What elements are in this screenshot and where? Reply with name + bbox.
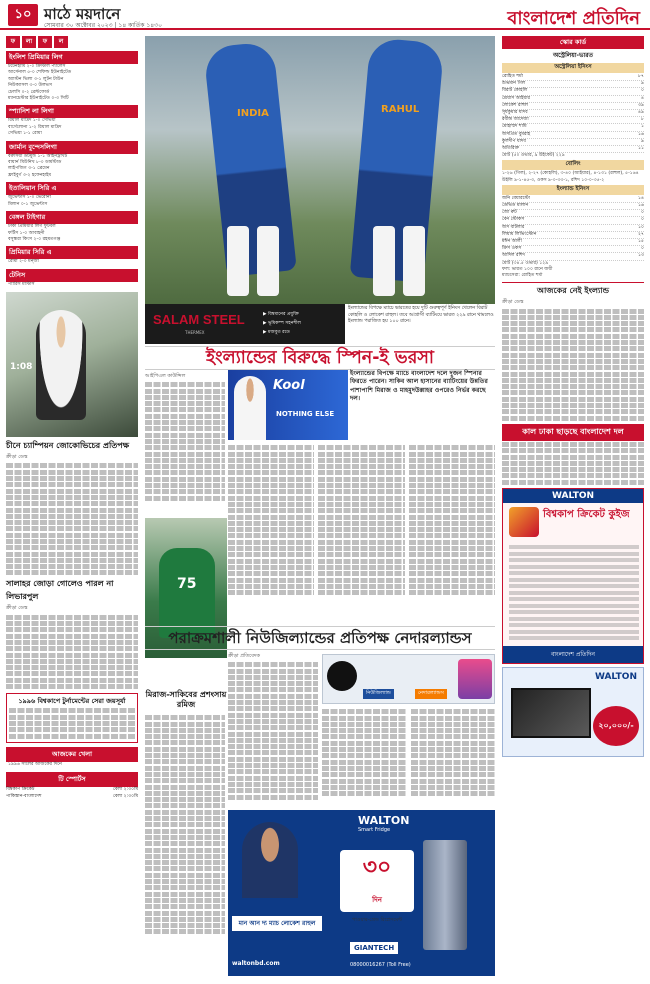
shirt-number: 75 xyxy=(177,576,197,592)
jayasuriya-headline[interactable]: ১৯৯৬ বিশ্বকাপে টুর্নামেন্টের সেরা জয়সূর্যা xyxy=(18,697,126,706)
tv-show: বিশ্বকাপ ক্রিকেট xyxy=(6,787,35,793)
salam-feature: ▶ মজবুত রডে xyxy=(263,330,290,335)
leg-pad xyxy=(227,226,249,296)
batsman-rahul xyxy=(350,37,445,283)
nz-headline[interactable]: পরাক্রমশালী নিউজিল্যান্ডের প্রতিপক্ষ নেদারল্যান্ডস xyxy=(145,626,495,650)
days-number: ৩০ xyxy=(362,855,392,880)
team-tag-ned: নেদারল্যান্ডস xyxy=(415,689,447,699)
masthead xyxy=(0,0,650,30)
result-league-title[interactable]: বেঙ্গল টাইগার xyxy=(6,211,138,224)
batting-row xyxy=(502,132,644,139)
batter-name: আদিল রশিদ xyxy=(502,253,525,259)
replacement-badge xyxy=(340,850,414,923)
result-league-title[interactable]: প্রিমিয়ার সিরি এ xyxy=(6,246,138,259)
result-league-title[interactable]: ইতালিয়ান সিরি এ xyxy=(6,182,138,195)
result-line: বসুন্ধরা কিংস ২-০ রহমতগঞ্জ xyxy=(8,236,61,242)
byline: ক্রীড়া প্রতিবেদক xyxy=(228,653,261,659)
result-block xyxy=(6,141,138,180)
result-line: ফর্টিস ১-০ আবাহনী xyxy=(8,230,45,236)
hotline: 08000016267 (Toll Free) xyxy=(350,962,411,968)
man-of-match-label: মান আন দ্য ম্যাচ লোকেশ রাহুল xyxy=(232,916,322,931)
results-header-char: ফ xyxy=(6,36,20,48)
result-line: সেভিয়া ১-১ রোমা xyxy=(8,131,42,137)
page-number: ১০ xyxy=(8,4,38,26)
batter-runs: ৪ xyxy=(641,95,644,101)
jayasuriya-box xyxy=(6,693,138,743)
batter-name: রোহিত শর্মা xyxy=(502,74,523,79)
jersey-text: INDIA xyxy=(237,108,269,119)
cricket-bat-icon xyxy=(509,507,539,537)
nz-body-col xyxy=(228,652,318,801)
salam-feature: ▶ বিশ্বমানের প্রযুক্তি xyxy=(263,312,299,317)
batter-name: জসপ্রিত বুমরাহ xyxy=(502,131,531,137)
article-body-placeholder xyxy=(322,708,407,797)
lead-column-1 xyxy=(145,372,225,502)
scorecard-match: অস্ট্রেলিয়া-ভারত xyxy=(552,52,594,59)
tv-time: বেলা ২:৩০মি xyxy=(112,787,138,793)
walton-fridge-ad[interactable] xyxy=(228,810,495,976)
batter-name: বেন স্টোকস xyxy=(502,217,525,223)
batter-name: মঈন আলী xyxy=(502,239,522,245)
results-list xyxy=(6,51,138,288)
cricket-quiz-poster[interactable] xyxy=(502,488,644,664)
article-body-placeholder xyxy=(409,444,495,596)
result-line: টটেনহ্যাম ২-০ ক্রিস্টাল প্যালেস xyxy=(8,64,66,69)
walton-tv-ad[interactable] xyxy=(502,667,644,757)
djokovic-headline[interactable]: চীনে চ্যাম্পিয়ন জোকোভিচের প্রতিপক্ষ xyxy=(6,441,130,451)
thermex-label: THERMEX xyxy=(185,330,205,335)
byline: ক্রীড়া ডেস্ক xyxy=(502,299,524,306)
tv-show: পাকিস্তান-বাংলাদেশ xyxy=(6,793,42,799)
batting-table-2 xyxy=(502,196,644,261)
batter-runs: ০ xyxy=(641,246,644,252)
salam-feature-list xyxy=(263,310,301,337)
scoreboard-time: 1:08 xyxy=(10,362,33,373)
jersey-text: RAHUL xyxy=(381,104,420,115)
hero-photo xyxy=(145,36,495,304)
innings-title: ইংল্যান্ড ইনিংস xyxy=(502,185,644,195)
batter-runs: ১৫ xyxy=(638,239,644,245)
batter-runs: ১৬ xyxy=(638,203,644,209)
article-body-placeholder xyxy=(6,463,138,575)
byline: ক্রীড়া ডেস্ক xyxy=(6,605,28,612)
batting-row xyxy=(502,203,644,210)
result-line: ফ্রাইবুর্গ ৩-২ হফেনহাইম xyxy=(8,172,52,178)
kool-logo: Kool xyxy=(273,378,305,393)
lead-headline[interactable]: ইংল্যান্ডের বিরুদ্ধে স্পিন-ই ভরসা xyxy=(145,346,495,370)
result-league-title[interactable]: জার্মান বুন্দেসলিগা xyxy=(6,141,138,154)
salam-steel-ad[interactable] xyxy=(145,304,345,344)
walton-logo: WALTON xyxy=(358,814,410,827)
article-body-placeholder xyxy=(502,442,644,485)
batter-name: লোকেশ রাহুল xyxy=(502,102,529,108)
quiz-sponsor: WALTON xyxy=(503,489,643,503)
results-header-char: ল xyxy=(54,36,68,48)
batting-row xyxy=(502,232,644,239)
article-body-placeholder xyxy=(145,382,225,500)
lead-intro: ইংল্যান্ডের বিপক্ষে ম্যাচে বাংলাদেশ দলে দুজন স্পিনার ফিরতে পারেন। সাকিব আল হাসানের ব্যাটিংয়ের উন্নতির পাশাপাশি মিরাজ ও মাহমুদউল্লাহর ওপরেও নির্ভর করছে দল। xyxy=(350,370,488,403)
quiz-footer: বাংলাদেশ প্রতিদিন xyxy=(503,646,643,663)
result-line: ঢাকা প্রিমিয়ার লিগ ফুটবল xyxy=(8,224,56,230)
promo-text: পাওয়ার-গ্রেড রিপ্লেসমেন্ট xyxy=(351,917,403,923)
result-line: রোমা ২-০ মন্জা xyxy=(8,259,39,265)
giantech-label: GIANTECH xyxy=(350,942,398,954)
walton-product: Smart Fridge xyxy=(358,827,391,833)
leg-pad xyxy=(403,226,425,296)
section-name: মাঠে ময়দানে xyxy=(44,5,121,23)
batter-name: অতিরিক্ত xyxy=(502,146,520,152)
batter-runs: ০ xyxy=(641,210,644,216)
dateline: সোমবার ৩০ অক্টোবর ২০২৩ | ১৪ কার্তিক ১৪৩০ xyxy=(44,22,162,29)
nz-body-columns xyxy=(322,708,495,797)
salam-feature: ▶ ভূমিকম্প সহনশীল xyxy=(263,321,301,326)
television-icon xyxy=(511,688,591,738)
result-block xyxy=(6,182,138,208)
result-block xyxy=(6,105,138,137)
lead-body-columns xyxy=(228,444,495,596)
batter-name: জো রুট xyxy=(502,210,517,216)
batter-runs: ১ xyxy=(641,124,644,130)
batter-name: জনি বেয়ারস্টো xyxy=(502,195,530,201)
price-badge: ২০,০০০/- xyxy=(593,706,639,746)
article-body-placeholder xyxy=(318,444,404,596)
batting-row xyxy=(502,196,644,203)
batting-row xyxy=(502,88,644,95)
team-tag-nz: নিউজিল্যান্ড xyxy=(363,689,394,699)
batter-name: ক্রিস ওকস xyxy=(502,246,522,252)
bowling-line: উইলি ৯-১-৪৫-৩, ওকস ৯-০-৩৩-১, রশিদ ১০-০-৩৫-২ xyxy=(502,177,605,183)
batter-runs: ৯ xyxy=(641,81,644,87)
result-line: বরুসিয়া ডর্টমুন্ড ১-১ আইনট্রাখট xyxy=(8,153,68,159)
batting-row xyxy=(502,225,644,232)
article-body-placeholder xyxy=(6,615,138,689)
result-block xyxy=(6,211,138,243)
quiz-rules-placeholder xyxy=(509,543,639,643)
batting-row xyxy=(502,103,644,110)
result-block xyxy=(6,246,138,265)
result-block xyxy=(6,51,138,102)
batter-runs: ০ xyxy=(641,88,644,94)
bangladesh-team-bar[interactable]: কাল ঢাকা ছাড়ছে বাংলাদেশ দল xyxy=(502,424,644,441)
result-line: চেলসি ০-২ ব্রেন্টফোর্ড xyxy=(8,89,50,95)
bowling-title: বোলিং xyxy=(502,160,644,170)
player-figure xyxy=(36,310,86,420)
article-body-placeholder xyxy=(411,708,496,797)
batter-name: সূর্যকুমার যাদব xyxy=(502,110,528,116)
batting-table xyxy=(502,74,644,153)
batting-row xyxy=(502,96,644,103)
batter-runs: ৩৯ xyxy=(638,102,644,108)
kool-tagline: NOTHING ELSE xyxy=(276,410,335,418)
tv-time: বেলা ২:৩০মি xyxy=(112,793,138,799)
article-body-placeholder xyxy=(228,444,314,596)
player-shirt xyxy=(159,548,215,638)
batting-row xyxy=(502,239,644,246)
batter-runs: ৪৯ xyxy=(638,110,644,116)
batter-runs: ১৬ xyxy=(638,131,644,137)
newspaper-brand[interactable]: বাংলাদেশ প্রতিদিন xyxy=(507,8,640,29)
batter-name: লিয়াম লিভিংস্টোন xyxy=(502,231,537,237)
result-line: ম্যানচেস্টার ইউনাইটেড ০-৩ সিটি xyxy=(8,96,69,102)
result-league-title[interactable]: টেনিস xyxy=(6,269,138,282)
miraj-headline[interactable]: মিরাজ-সাকিবের প্রশংসায় রমিজ xyxy=(145,690,227,709)
batsman-kohli xyxy=(203,41,297,277)
result-line: মিলান ০-১ জুভেন্টাস xyxy=(8,201,48,207)
result-line: জুভেন্টাস ১-০ ভেরোনা xyxy=(8,195,51,201)
batter-runs: ৯ xyxy=(641,138,644,144)
right-column xyxy=(502,36,644,757)
nz-netherlands-graphic xyxy=(322,654,495,704)
results-header-char: ফ xyxy=(38,36,52,48)
tv-channel-bar: টি স্পোর্টস xyxy=(6,772,138,787)
batter-runs: ১১ xyxy=(638,146,644,152)
miraj-body xyxy=(145,714,225,936)
fridge-icon xyxy=(423,840,467,950)
batter-runs: ৮৭ xyxy=(638,74,644,79)
leg-pad xyxy=(257,226,279,296)
djokovic-photo xyxy=(6,292,138,437)
batter-name: বিরাট কোহলি xyxy=(502,88,528,94)
batter-name: কুলদীপ যাদব xyxy=(502,138,526,144)
byline: আইপিএল কাউন্সিল xyxy=(145,373,186,379)
batting-row xyxy=(502,253,644,260)
batter-runs: ১৪ xyxy=(638,195,644,201)
mojo-kool-ad[interactable] xyxy=(228,370,348,440)
ad-model xyxy=(234,376,266,440)
total-line: মোট (৫০ ওভার, ৯ উইকেট) ২২৯ xyxy=(502,153,565,159)
leg-pad xyxy=(373,226,395,296)
batter-name: ডেভিড মালান xyxy=(502,203,529,209)
walton-website-link[interactable]: waltonbd.com xyxy=(232,960,280,967)
ad-model-rahul xyxy=(242,822,298,898)
result-line: আর্সেনাল ৫-০ শেফিল্ড ইউনাইটেড xyxy=(8,70,72,76)
batter-name: শ্রেয়াস আইয়ার xyxy=(502,95,531,101)
result-block xyxy=(6,269,138,288)
article-body-placeholder xyxy=(502,309,644,421)
nz-fern-icon xyxy=(327,661,357,691)
innings-title: অস্ট্রেলিয়া ইনিংস xyxy=(502,63,644,73)
result-line: বার্সেলোনা ১-২ রিয়াল মাদ্রিদ xyxy=(8,124,62,130)
result-line: ফল: ভারত ১০০ রানে জয়ী xyxy=(502,266,553,272)
results-header-char: লা xyxy=(22,36,36,48)
scorecard-title: স্কোর কার্ড xyxy=(502,36,644,49)
results-header xyxy=(6,36,138,48)
salam-steel-logo: SALAM STEEL xyxy=(153,312,245,327)
result-line: রিয়াল মাদ্রিদ ১-০ সেভিয়া xyxy=(8,118,56,124)
batter-runs: ১০ xyxy=(638,224,644,230)
right-story-headline[interactable]: আজকের নেই ইংল্যান্ড xyxy=(502,282,644,298)
salah-headline[interactable]: সালাহর জোড়া গোলেও পারল না লিভারপুল xyxy=(6,579,114,602)
batter-name: রবীন্দ্র জাদেজা xyxy=(502,117,529,123)
byline: ক্রীড়া ডেস্ক xyxy=(6,454,28,461)
left-column xyxy=(6,36,138,976)
batter-runs: ২৭ xyxy=(638,231,644,237)
batting-row xyxy=(502,124,644,131)
batter-runs: ০ xyxy=(641,217,644,223)
hero-caption: ইংল্যান্ডের বিপক্ষে ম্যাচে ভারতের হয়ে দুটি গুরুত্বপূর্ণ ইনিংস খেলেন বিরাট কোহলি ও লোকেশ রাহুল। তবে আগ্রাসী ব্যাটিংয়ে ভারত ২২৯ রানে থামলেও ইংল্যান্ড পরাজিত হয় ১০০ রানে। xyxy=(348,306,494,324)
batter-name: শুভমান গিল xyxy=(502,81,526,87)
batter-name: জস বাটলার xyxy=(502,224,525,230)
batting-row xyxy=(502,217,644,224)
result-league-title[interactable]: স্প্যানিশ লা লিগা xyxy=(6,105,138,118)
result-line: লাইপজিগ ৩-১ ব্রেমেন xyxy=(8,166,50,172)
total-line: মোট (৩৪.৫ ওভার) ১২৯ xyxy=(502,260,549,266)
batter-runs: ৮ xyxy=(641,117,644,123)
today-line: ১৯৯৬ সালের আজকের দিনে xyxy=(8,761,62,767)
today-match-bar: আজকের খেলা xyxy=(6,747,138,762)
quiz-title: বিশ্বকাপ ক্রিকেট কুইজ xyxy=(543,508,630,520)
bowling-line: ১-২৬ (গিল), ২-২৭ (কোহলি), ৩-৪০ (আইয়ার), ৪-১৩১ (রাহুল), ৫-১৬৪ xyxy=(502,171,639,177)
batter-runs: ১৩ xyxy=(638,253,644,259)
batting-row xyxy=(502,139,644,146)
batter-name: মোহাম্মদ শামি xyxy=(502,124,527,130)
tv-schedule-row xyxy=(6,794,138,800)
result-line: প্যারিস মাস্টার্স xyxy=(8,281,35,287)
result-line: নিউক্যাসল ৩-০ উলভস xyxy=(8,83,52,89)
days-label: দিন xyxy=(372,896,382,904)
world-cup-logo-icon xyxy=(458,659,492,699)
walton-logo: WALTON xyxy=(594,671,637,682)
result-line: বায়ার্ন মিউনিখ ৮-০ ডার্মস্টাড xyxy=(8,160,62,166)
player-of-match: ম্যাচসেরা: রোহিত শর্মা xyxy=(502,273,543,279)
result-line: অ্যাস্টন ভিলা ৩-১ লুটন টাউন xyxy=(8,76,64,82)
result-league-title[interactable]: ইংলিশ প্রিমিয়ার লিগ xyxy=(6,51,138,64)
